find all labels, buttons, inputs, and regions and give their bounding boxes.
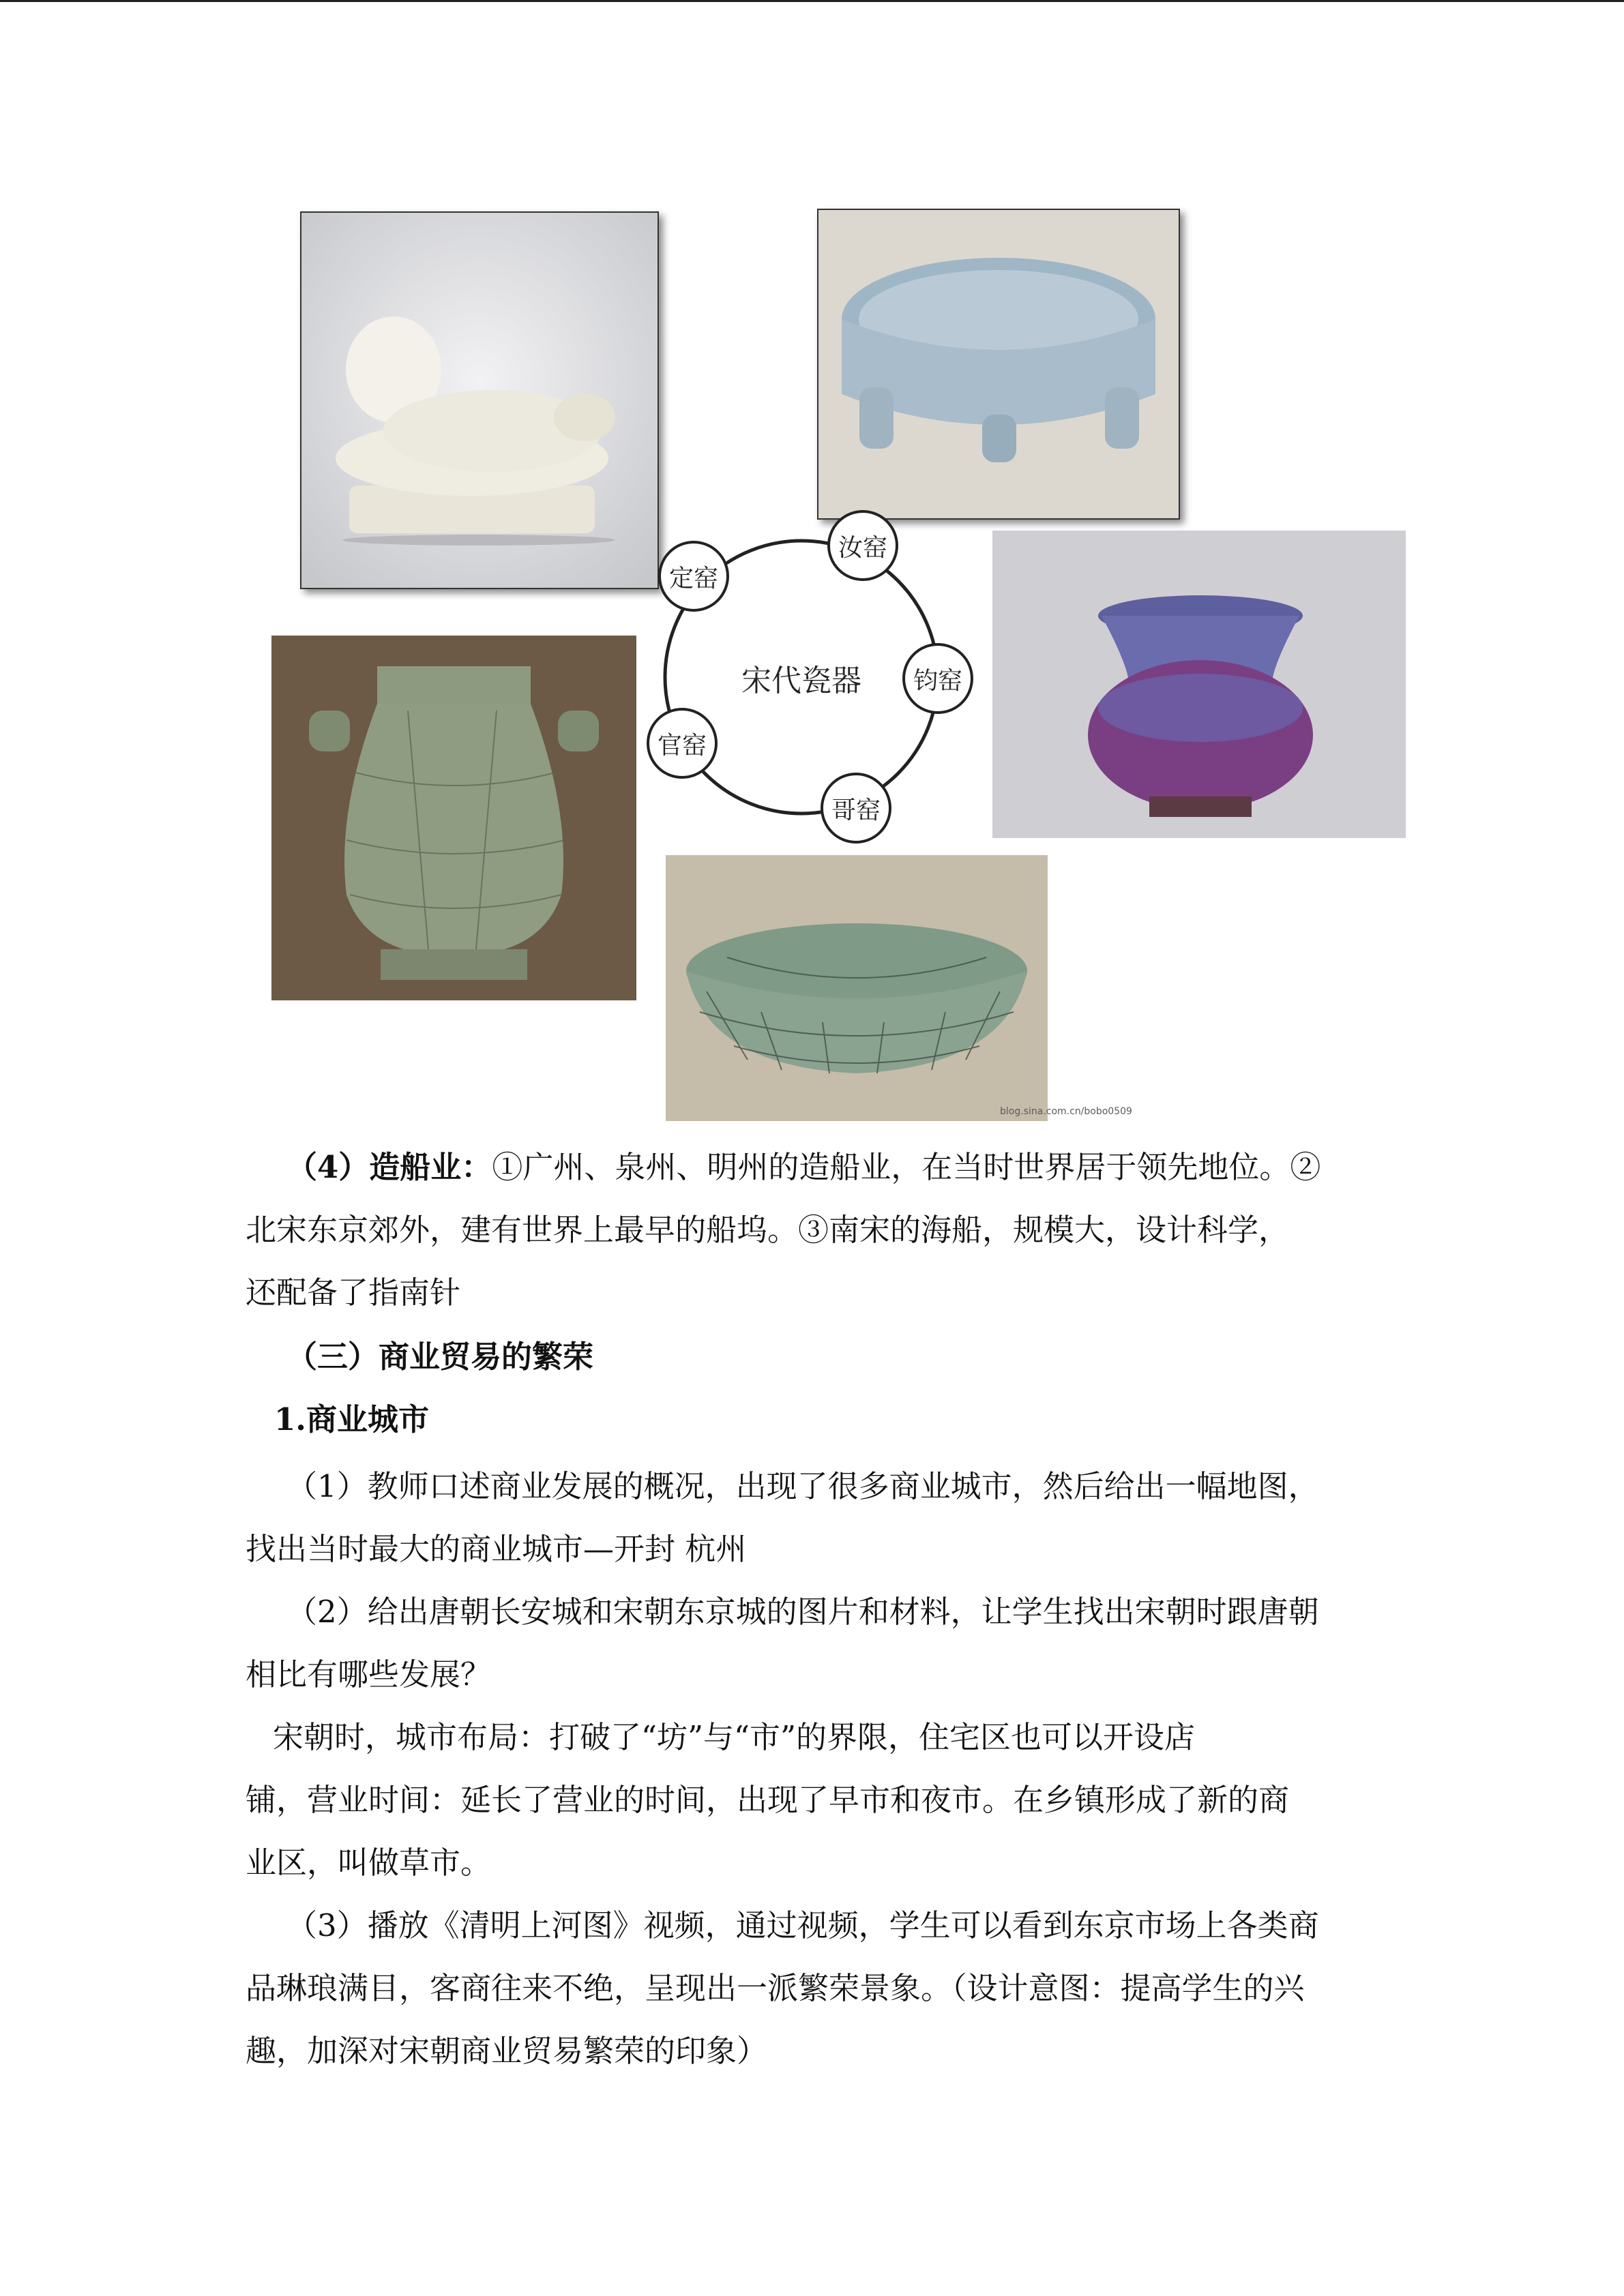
ding-kiln-pillow-photo: [300, 211, 659, 589]
diagram-center-label: 宋代瓷器: [741, 664, 861, 698]
song-city-line-2: 铺，营业时间：延长了营业的时间，出现了早市和夜市。在乡镇形成了新的商: [246, 1782, 1290, 1818]
item-3-line-2: 品琳琅满目，客商往来不绝，呈现出一派繁荣景象。（设计意图：提高学生的兴: [246, 1970, 1305, 2006]
kiln-node-ge: [822, 774, 890, 842]
section-heading-commerce: [286, 1326, 1422, 1388]
shipbuilding-paragraph: [246, 1136, 1381, 1324]
song-city-line-3: 业区，叫做草市。: [246, 1845, 492, 1881]
shipbuilding-heading: （4）造船业：: [286, 1149, 492, 1185]
song-city-paragraph: [246, 1706, 1381, 1894]
shipbuilding-line-3: 还配备了指南针: [246, 1274, 461, 1311]
photo-watermark: blog.sina.com.cn/bobo0509: [1000, 1106, 1132, 1117]
item-1-line-1: （1）教师口述商业发展的概况，出现了很多商业城市，然后给出一幅地图，: [286, 1468, 1319, 1504]
subsection-heading-cities: [274, 1388, 1410, 1451]
kiln-label-ding: 定窑: [668, 565, 719, 593]
kiln-node-ru: [829, 511, 897, 580]
item-1-line-2: 找出当时最大的商业城市—开封 杭州: [246, 1531, 747, 1567]
shipbuilding-line-1: ①广州、泉州、明州的造船业，在当时世界居于领先地位。②: [492, 1149, 1321, 1185]
item-2-paragraph: [246, 1581, 1381, 1706]
kiln-node-jun: [904, 644, 972, 713]
item-3-paragraph: [246, 1894, 1381, 2083]
item-1-paragraph: [246, 1455, 1381, 1581]
section-heading-text: （三）商业贸易的繁荣: [286, 1339, 594, 1375]
kiln-label-jun: 钧窑: [913, 667, 963, 695]
shipbuilding-line-2: 北宋东京郊外，建有世界上最早的船坞。③南宋的海船，规模大，设计科学，: [246, 1212, 1290, 1248]
item-2-line-1: （2）给出唐朝长安城和宋朝东京城的图片和材料，让学生找出宋朝时跟唐朝: [286, 1594, 1319, 1630]
kiln-node-ding: [660, 542, 728, 610]
item-3-line-3: 趣，加深对宋朝商业贸易繁荣的印象）: [246, 2033, 768, 2069]
kiln-label-ru: 汝窑: [838, 534, 888, 562]
kiln-label-ge: 哥窑: [831, 796, 881, 824]
page-top-border: [0, 0, 1624, 2]
item-3-line-1: （3）播放《清明上河图》视频，通过视频，学生可以看到东京市场上各类商: [286, 1907, 1319, 1943]
guan-kiln-vase-photo: [271, 636, 636, 1000]
kiln-label-guan: 官窑: [657, 732, 707, 760]
song-city-line-1: 宋朝时，城市布局：打破了“坊”与“市”的界限，住宅区也可以开设店: [273, 1719, 1196, 1755]
jun-kiln-vase-photo: [992, 531, 1406, 838]
kiln-node-guan: [648, 709, 716, 777]
song-porcelain-diagram: [651, 515, 965, 859]
item-2-line-2: 相比有哪些发展？: [246, 1656, 492, 1693]
subsection-heading-text: 1.商业城市: [274, 1401, 429, 1437]
ru-kiln-dish-photo: [817, 209, 1180, 520]
ge-kiln-bowl-photo: [666, 855, 1132, 1121]
